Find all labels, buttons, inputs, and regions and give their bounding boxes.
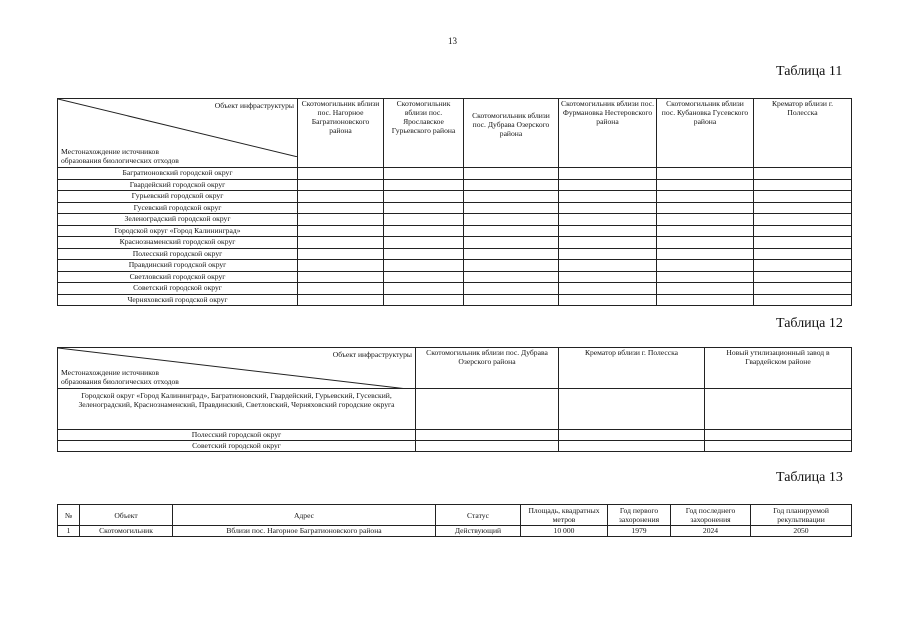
table-cell [298,248,384,260]
row-label: Гусевский городской округ [58,202,298,214]
table-cell [754,248,852,260]
table-cell [559,248,657,260]
table-cell [298,237,384,249]
table-cell [384,202,464,214]
page-number: 13 [448,36,457,46]
table-row [58,168,852,180]
table-cell [559,441,705,452]
table-row [58,430,852,441]
table-cell [754,202,852,214]
table-row [58,271,852,283]
table-12-col-header: Новый утилизационный завод в Гвардейском районе [705,348,852,389]
table-11-col-header: Крематор вблизи г. Полесска [754,99,852,168]
table-cell [384,168,464,180]
table-row [58,389,852,430]
corner-top-label: Объект инфраструктуры [214,101,294,110]
table-13-header-row [58,505,852,526]
table-cell [657,214,754,226]
table-cell [384,237,464,249]
row-label: Багратионовский городской округ [58,168,298,180]
table-cell [384,271,464,283]
row-label: Полесский городской округ [58,430,416,441]
table-row [58,191,852,203]
cell-last-burial: 2024 [671,526,751,537]
table-11-col-header: Скотомогильник вблизи пос. Фурмановка Нестеровского района [559,99,657,168]
table-cell [754,283,852,295]
table-cell [298,214,384,226]
table-11-caption: Таблица 11 [776,64,843,79]
table-cell [559,271,657,283]
table-cell [464,214,559,226]
table-cell [559,260,657,272]
table-cell [464,283,559,295]
table-cell [384,248,464,260]
table-cell [384,214,464,226]
row-label: Советский городской округ [58,441,416,452]
table-cell [657,202,754,214]
table-cell [298,283,384,295]
row-label: Гвардейский городской округ [58,179,298,191]
table-13 [57,504,852,537]
table-cell [298,191,384,203]
table-row [58,225,852,237]
corner-top-label: Объект инфраструктуры [332,350,412,359]
table-cell [754,214,852,226]
table-cell [384,294,464,306]
header-address: Адрес [173,505,436,526]
table-cell [559,168,657,180]
table-cell [559,283,657,295]
table-cell [657,237,754,249]
table-11 [57,98,852,306]
table-cell [464,225,559,237]
table-cell [754,225,852,237]
table-cell [657,260,754,272]
table-cell [559,214,657,226]
table-cell [705,389,852,430]
table-cell [298,294,384,306]
table-cell [298,202,384,214]
table-cell [754,294,852,306]
corner-bottom-label: Местонахождение источников образования биологических отходов [61,368,179,386]
table-11-col-header: Скотомогильник вблизи пос. Дубрава Озерского района [464,99,559,168]
header-status: Статус [436,505,521,526]
cell-num: 1 [58,526,80,537]
table-row [58,237,852,249]
table-cell [464,248,559,260]
table-cell [657,168,754,180]
table-row [58,283,852,295]
header-num: № [58,505,80,526]
table-12-caption: Таблица 12 [776,316,843,331]
table-cell [754,168,852,180]
header-object: Объект [80,505,173,526]
table-cell [464,179,559,191]
table-11-col-header: Скотомогильник вблизи пос. Кубановка Гусевского района [657,99,754,168]
table-cell [298,260,384,272]
corner-bottom-label: Местонахождение источников образования биологических отходов [61,147,179,165]
table-row [58,441,852,452]
table-cell [559,202,657,214]
table-12-corner-cell [58,348,416,389]
table-cell [384,260,464,272]
table-12 [57,347,852,452]
header-area: Площадь, квадратных метров [521,505,608,526]
table-cell [754,179,852,191]
cell-address: Вблизи пос. Нагорное Багратионовского района [173,526,436,537]
table-cell [384,225,464,237]
table-cell [754,271,852,283]
table-cell [464,271,559,283]
row-label: Полесский городской округ [58,248,298,260]
table-11-col-header: Скотомогильник вблизи пос. Ярославское Гурьевского района [384,99,464,168]
row-label: Светловский городской округ [58,271,298,283]
row-label: Черняховский городской округ [58,294,298,306]
table-cell [559,389,705,430]
table-row [58,248,852,260]
table-cell [416,441,559,452]
table-cell [559,225,657,237]
header-first-burial: Год первого захоронения [608,505,671,526]
table-cell [464,168,559,180]
table-cell [657,271,754,283]
row-label: Зеленоградский городской округ [58,214,298,226]
row-label: Гурьевский городской округ [58,191,298,203]
table-row [58,260,852,272]
table-cell [657,248,754,260]
table-cell [754,260,852,272]
row-label: Краснознаменский городской округ [58,237,298,249]
table-row [58,294,852,306]
table-cell [298,225,384,237]
table-cell [657,225,754,237]
table-cell [416,430,559,441]
cell-first-burial: 1979 [608,526,671,537]
table-cell [384,179,464,191]
table-cell [657,283,754,295]
table-12-col-header: Скотомогильник вблизи пос. Дубрава Озерского района [416,348,559,389]
table-cell [384,283,464,295]
table-cell [559,191,657,203]
table-cell [298,179,384,191]
header-planned-recultivation: Год планируемой рекультивации [751,505,852,526]
table-11-header-row [58,99,852,168]
table-cell [298,271,384,283]
cell-object: Скотомогильник [80,526,173,537]
table-cell [416,389,559,430]
table-cell [754,237,852,249]
cell-area: 10 000 [521,526,608,537]
row-label: Советский городской округ [58,283,298,295]
table-cell [705,441,852,452]
table-cell [559,237,657,249]
table-row [58,179,852,191]
table-cell [464,260,559,272]
table-cell [384,191,464,203]
table-12-header-row [58,348,852,389]
table-cell [464,294,559,306]
cell-planned-recultivation: 2050 [751,526,852,537]
table-cell [559,179,657,191]
table-cell [464,202,559,214]
table-11-col-header: Скотомогильник вблизи пос. Нагорное Багратионовского района [298,99,384,168]
table-row [58,214,852,226]
table-cell [657,179,754,191]
table-cell [298,168,384,180]
row-label: Правдинский городской округ [58,260,298,272]
table-cell [754,191,852,203]
table-cell [657,294,754,306]
table-12-col-header: Крематор вблизи г. Полесска [559,348,705,389]
table-11-corner-cell [58,99,298,168]
cell-status: Действующий [436,526,521,537]
table-cell [559,294,657,306]
table-cell [705,430,852,441]
table-cell [464,191,559,203]
header-last-burial: Год последнего захоронения [671,505,751,526]
row-label: Городской округ «Город Калининград», Багратионовский, Гвардейский, Гурьевский, Гусевский, Зеленоградский, Краснознаменский, Правдинский, Светловский, Черняховский городские округа [58,389,416,430]
table-row [58,202,852,214]
table-cell [657,191,754,203]
table-row [58,526,852,537]
table-13-caption: Таблица 13 [776,470,843,485]
row-label: Городской округ «Город Калининград» [58,225,298,237]
table-cell [464,237,559,249]
table-cell [559,430,705,441]
